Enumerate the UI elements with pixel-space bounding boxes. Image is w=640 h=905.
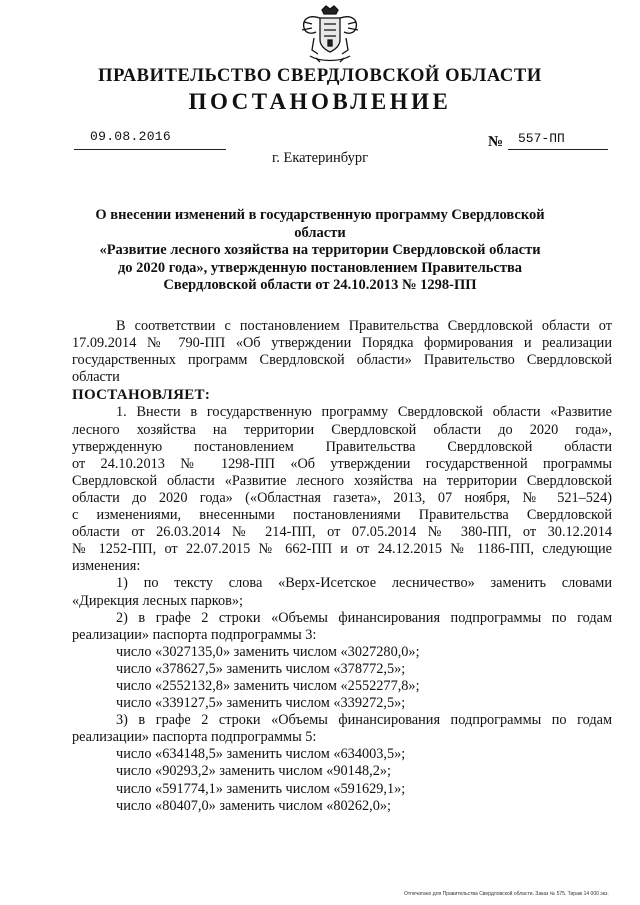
item1-line: от 24.10.2013 № 1298-ПП «Об утверждении государственной программы [72, 455, 612, 472]
document-number: 557-ПП [518, 131, 565, 146]
title-line: Свердловской области от 24.10.2013 № 1298-ПП [163, 277, 477, 293]
replacement-item: число «339127,5» заменить числом «339272,5»; [116, 695, 406, 712]
document-date: 09.08.2016 [90, 129, 172, 144]
title-line: «Развитие лесного хозяйства на территории Свердловской области [99, 242, 541, 258]
number-sign: № [488, 134, 504, 150]
item1-line: области до 2020 года» («Областная газета», 2013, 07 ноября, № 521–524) [72, 489, 612, 506]
replacement-item: число «591774,1» заменить числом «591629,1»; [116, 780, 406, 797]
replacement-item: число «80407,0» заменить числом «80262,0»; [116, 797, 391, 814]
replacement-item: число «378627,5» заменить числом «378772,5»; [116, 660, 406, 677]
organization-name: ПРАВИТЕЛЬСТВО СВЕРДЛОВСКОЙ ОБЛАСТИ [98, 66, 542, 86]
replacement-item: число «634148,5» заменить числом «634003,5»; [116, 746, 406, 763]
item1-line: Свердловской области «Развитие лесного хозяйства на территории Свердловской [72, 472, 612, 489]
subitem2-line: реализации» паспорта подпрограммы 3: [72, 626, 317, 643]
subitem2-line: 2) в графе 2 строки «Объемы финансирования подпрограммы по годам [116, 609, 612, 626]
document-type: ПОСТАНОВЛЕНИЕ [188, 89, 452, 114]
item1-line: № 1252-ПП, от 22.07.2015 № 662-ПП и от 24.12.2015 № 1186-ПП, следующие [72, 541, 612, 558]
item1-line: с изменениями, внесенными постановлениями Правительства Свердловской [72, 507, 612, 524]
document-body [72, 318, 612, 815]
coat-of-arms-emblem [298, 4, 362, 64]
preamble-paragraph: В соответствии с постановлением Правительства Свердловской области от 17.09.2014 № 790-ПП «Об утверждении Порядка формирования и реализации государственных программ Свердловской области» Правительство Свердловской области [72, 318, 612, 386]
title-line: до 2020 года», утвержденную постановлением Правительства [117, 259, 523, 276]
item1-line: области от 26.03.2014 № 214-ПП, от 07.05.2014 № 380-ПП, от 30.12.2014 [72, 524, 612, 541]
item1-line: лесного хозяйства на территории Свердловской области до 2020 года», [72, 421, 612, 438]
city-name: г. Екатеринбург [271, 150, 369, 166]
item1-line: утвержденную постановлением Правительства Свердловской области [72, 438, 612, 455]
replacement-item: число «3027135,0» заменить числом «3027280,0»; [116, 643, 420, 660]
document-title [70, 207, 570, 295]
title-line: О внесении изменений в государственную программу Свердловской области [95, 207, 545, 241]
print-note: Отпечатано для Правительства Свердловской области. Заказ № 575. Тираж 14 000 экз. [404, 891, 609, 897]
item1-line: 1. Внести в государственную программу Свердловской области «Развитие [116, 404, 612, 421]
subitem1-line: 1) по тексту слова «Верх-Исетское лесничество» заменить словами [116, 575, 612, 592]
subitem1-line: «Дирекция лесных парков»; [72, 592, 243, 609]
subitem3-line: 3) в графе 2 строки «Объемы финансирования подпрограммы по годам [116, 712, 612, 729]
decree-word: ПОСТАНОВЛЯЕТ: [72, 387, 211, 404]
item1-line: изменения: [72, 558, 141, 575]
replacement-item: число «2552132,8» заменить числом «2552277,8»; [116, 677, 420, 694]
subitem3-line: реализации» паспорта подпрограммы 5: [72, 729, 317, 746]
replacement-item: число «90293,2» заменить числом «90148,2»; [116, 763, 391, 780]
